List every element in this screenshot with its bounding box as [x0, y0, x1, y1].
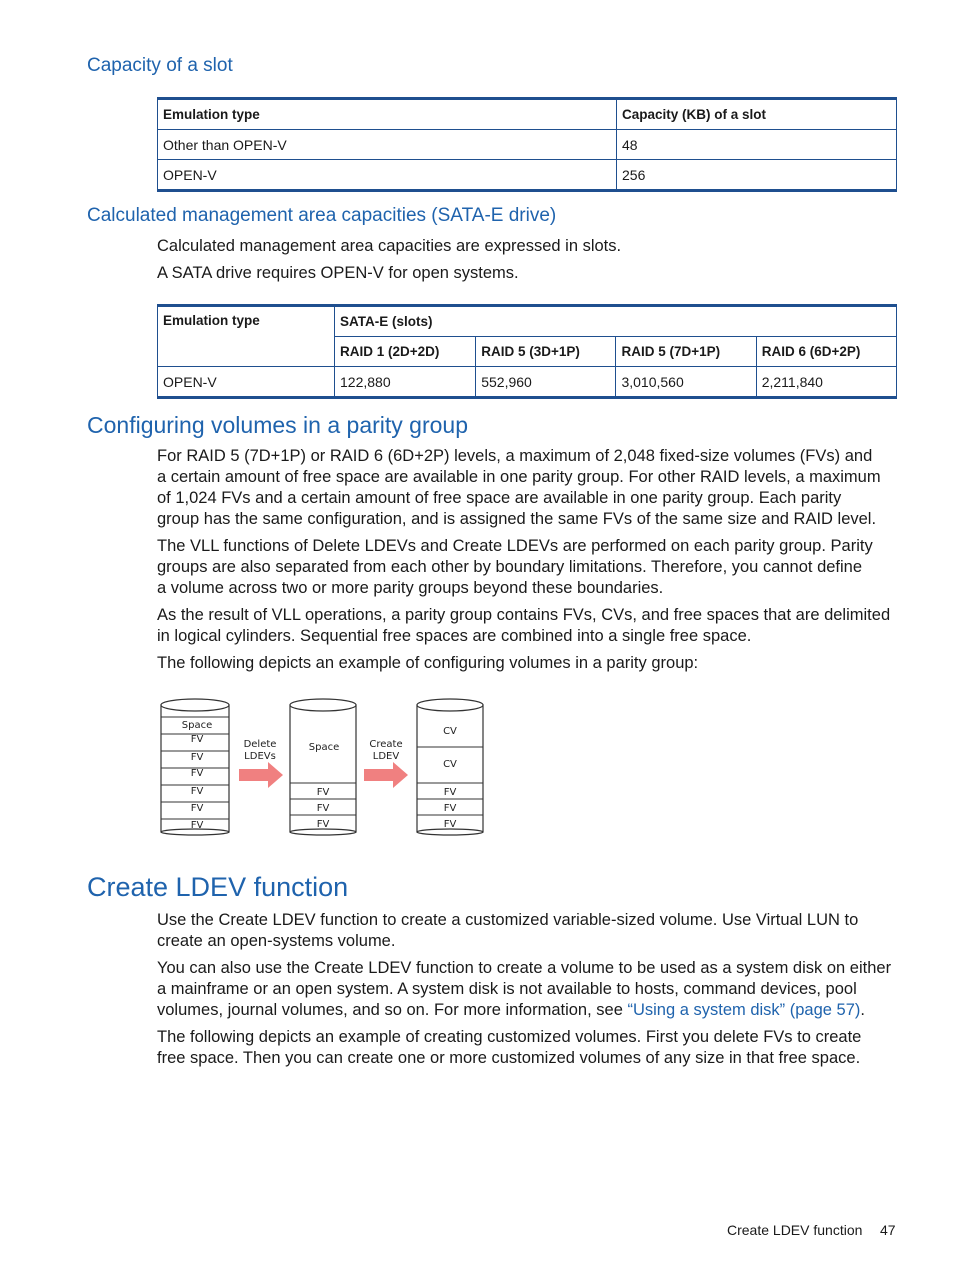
text-fragment: .	[860, 1001, 865, 1019]
paragraph	[157, 1027, 899, 1069]
footer-title: Create LDEV function	[727, 1222, 863, 1238]
table-header-cell: Emulation type	[158, 306, 335, 367]
cylinder-label: CV	[443, 726, 457, 737]
cylinder-label: FV	[190, 752, 204, 763]
heading-create-ldev-function: Create LDEV function	[87, 872, 349, 902]
text-line: groups are also separated from each other by boundary limitations. Therefore, you cannot define	[157, 558, 863, 576]
table-cell: 48	[617, 130, 897, 160]
paragraph	[157, 910, 899, 952]
table-header-cell: Emulation type	[158, 99, 617, 130]
table-header-cell: RAID 5 (3D+1P)	[476, 337, 616, 367]
cylinder-label: FV	[443, 803, 457, 814]
text-line	[157, 1000, 899, 1021]
table-row	[158, 160, 897, 191]
table-cell: OPEN-V	[158, 160, 617, 191]
cylinder-after-create	[417, 699, 483, 835]
page-number: 47	[880, 1222, 896, 1238]
paragraph: The following depicts an example of configuring volumes in a parity group:	[157, 654, 699, 672]
text-line: group has the same configuration, and is assigned the same FVs of the same size and RAID level.	[157, 510, 877, 528]
table-row	[158, 130, 897, 160]
table-cell: 2,211,840	[756, 367, 896, 398]
table-row	[158, 367, 897, 398]
heading-management-area: Calculated management area capacities (SATA-E drive)	[87, 205, 557, 226]
cylinder-label: FV	[316, 787, 330, 798]
text-fragment: volumes, journal volumes, and so on. For more information, see	[157, 1001, 628, 1019]
arrow-label: Delete	[243, 739, 277, 750]
text-line: a volume across two or more parity groups beyond these boundaries.	[157, 579, 664, 597]
cylinder-before	[161, 699, 229, 835]
cylinder-label: FV	[316, 819, 330, 830]
text-line: in logical cylinders. Sequential free spaces are combined into a single free space.	[157, 627, 752, 645]
cylinder-label: CV	[443, 759, 457, 770]
paragraph	[157, 446, 899, 530]
text-line: The VLL functions of Delete LDEVs and Create LDEVs are performed on each parity group. Parity	[157, 537, 873, 555]
create-ldev-arrow	[364, 739, 408, 788]
table-header-cell: RAID 6 (6D+2P)	[756, 337, 896, 367]
heading-capacity-of-slot: Capacity of a slot	[87, 55, 233, 76]
text-line: You can also use the Create LDEV function to create a volume to be used as a system disk on either	[157, 959, 892, 977]
table-cell: Other than OPEN-V	[158, 130, 617, 160]
table-header-row	[158, 99, 897, 130]
text-line: of 1,024 FVs and a certain amount of free space are available in one parity group. Each parity	[157, 489, 842, 507]
paragraph	[157, 958, 899, 1021]
table-header-cell: RAID 5 (7D+1P)	[616, 337, 756, 367]
heading-configuring-volumes: Configuring volumes in a parity group	[87, 412, 468, 438]
paragraph	[157, 605, 899, 647]
cylinder-label: FV	[316, 803, 330, 814]
paragraph: A SATA drive requires OPEN-V for open systems.	[157, 264, 519, 282]
arrow-label: Create	[369, 739, 403, 750]
text-line: a certain amount of free space are available in one parity group. For other RAID levels, a maximum	[157, 468, 881, 486]
cylinder-label: FV	[443, 819, 457, 830]
sata-e-table	[157, 304, 897, 399]
table-header-row	[158, 306, 897, 337]
system-disk-link[interactable]: “Using a system disk” (page 57)	[627, 1001, 861, 1019]
cylinder-label: Space	[308, 742, 340, 753]
arrow-label: LDEV	[372, 751, 400, 762]
table-header-cell: RAID 1 (2D+2D)	[335, 337, 476, 367]
paragraph	[157, 536, 899, 599]
cylinder-label: FV	[190, 820, 204, 831]
text-line: a mainframe or an open system. A system disk is not available to hosts, command devices, pool	[157, 980, 857, 998]
cylinder-label: FV	[190, 734, 204, 745]
text-line: free space. Then you can create one or more customized volumes of any size in that free space.	[157, 1049, 861, 1067]
paragraph: Calculated management area capacities are expressed in slots.	[157, 237, 622, 255]
table-cell: 122,880	[335, 367, 476, 398]
text-line: For RAID 5 (7D+1P) or RAID 6 (6D+2P) levels, a maximum of 2,048 fixed-size volumes (FVs) and	[157, 447, 873, 465]
table-cell: OPEN-V	[158, 367, 335, 398]
cylinder-label: FV	[190, 803, 204, 814]
slot-capacity-table	[157, 97, 897, 192]
cylinder-label: Space	[181, 720, 213, 731]
parity-group-diagram	[155, 695, 495, 840]
delete-ldevs-arrow	[239, 739, 283, 788]
text-line: As the result of VLL operations, a parity group contains FVs, CVs, and free spaces that are delimited	[157, 606, 891, 624]
table-cell: 3,010,560	[616, 367, 756, 398]
arrow-label: LDEVs	[244, 751, 276, 762]
text-line: create an open-systems volume.	[157, 932, 396, 950]
cylinder-label: FV	[190, 768, 204, 779]
cylinder-after-delete	[290, 699, 356, 835]
table-cell: 552,960	[476, 367, 616, 398]
text-line: The following depicts an example of creating customized volumes. First you delete FVs to create	[157, 1028, 862, 1046]
table-cell: 256	[617, 160, 897, 191]
cylinder-label: FV	[190, 786, 204, 797]
text-line: Use the Create LDEV function to create a customized variable-sized volume. Use Virtual LUN to	[157, 911, 859, 929]
table-header-cell: Capacity (KB) of a slot	[617, 99, 897, 130]
table-header-cell: SATA-E (slots)	[335, 306, 897, 337]
cylinder-label: FV	[443, 787, 457, 798]
